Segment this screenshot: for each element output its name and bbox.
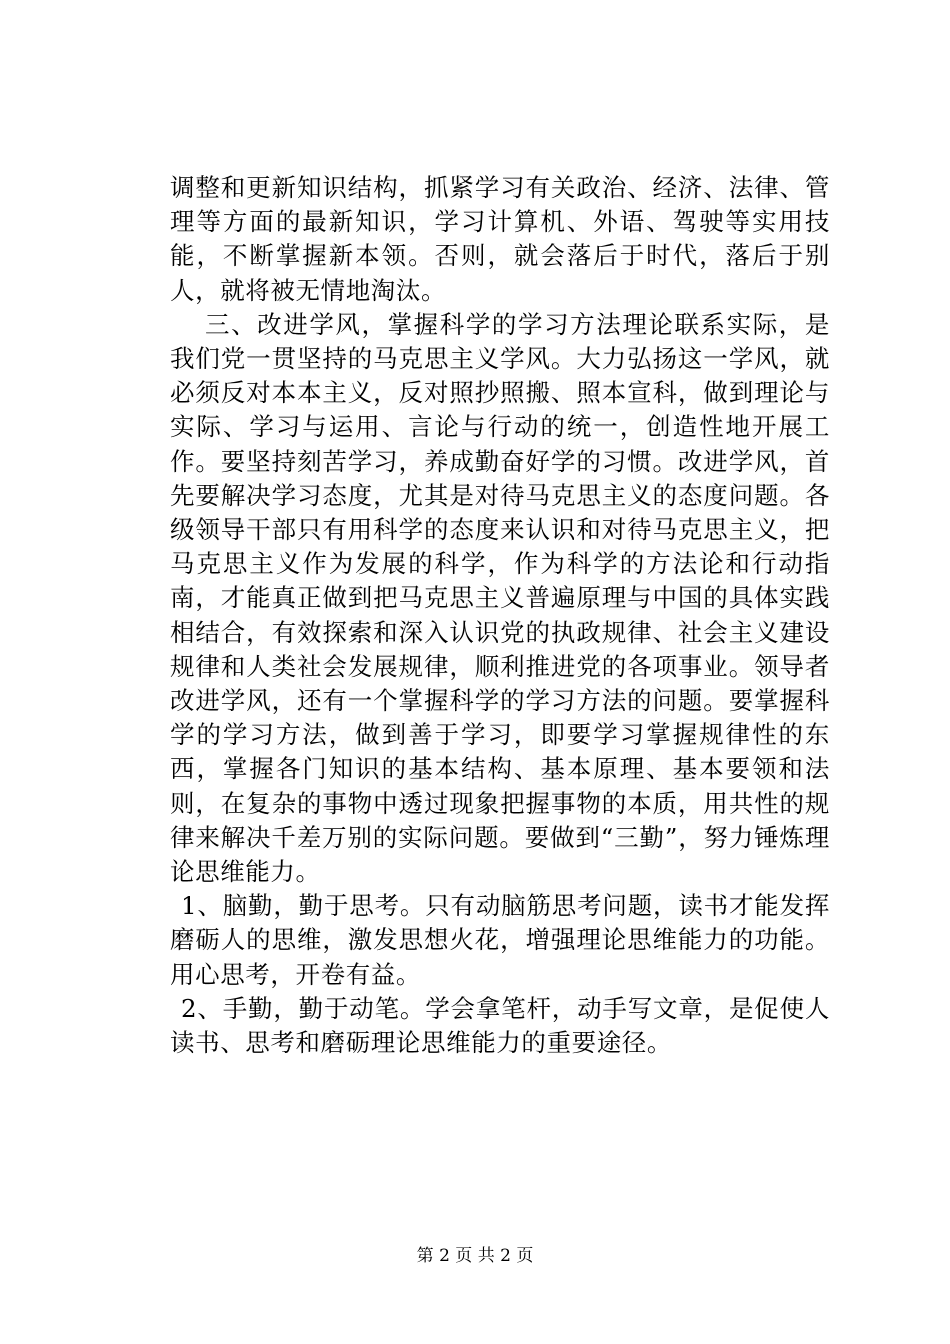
document-body: [170, 171, 830, 1060]
paragraph-section-three: 三、改进学风，掌握科学的学习方法理论联系实际，是我们党一贯坚持的马克思主义学风。大力弘扬这一学风，就必须反对本本主义，反对照抄照搬、照本宣科，做到理论与实际、学习与运用、言论与行动的统一，创造性地开展工作。要坚持刻苦学习，养成勤奋好学的习惯。改进学风，首先要解决学习态度，尤其是对待马克思主义的态度问题。各级领导干部只有用科学的态度来认识和对待马克思主义，把马克思主义作为发展的科学，作为科学的方法论和行动指南，才能真正做到把马克思主义普遍原理与中国的具体实践相结合，有效探索和深入认识党的执政规律、社会主义建设规律和人类社会发展规律，顺利推进党的各项事业。领导者改进学风，还有一个掌握科学的学习方法的问题。要掌握科学的学习方法，做到善于学习，即要学习掌握规律性的东西，掌握各门知识的基本结构、基本原理、基本要领和法则，在复杂的事物中透过现象把握事物的本质，用共性的规律来解决千差万别的实际问题。要做到“三勤”，努力锤炼理论思维能力。: [170, 309, 830, 887]
paragraph-item-one: 1、脑勤，勤于思考。只有动脑筋思考问题，读书才能发挥磨砺人的思维，激发思想火花，增强理论思维能力的功能。用心思考，开卷有益。: [170, 891, 830, 989]
paragraph-item-two: 2、手勤，勤于动笔。学会拿笔杆，动手写文章，是促使人读书、思考和磨砺理论思维能力的重要途径。: [170, 993, 830, 1058]
paragraph-continuation: 调整和更新知识结构，抓紧学习有关政治、经济、法律、管理等方面的最新知识，学习计算机、外语、驾驶等实用技能，不断掌握新本领。否则，就会落后于时代，落后于别人，就将被无情地淘汰。: [170, 173, 830, 305]
page-footer: 第 2 页 共 2 页: [416, 1246, 534, 1266]
